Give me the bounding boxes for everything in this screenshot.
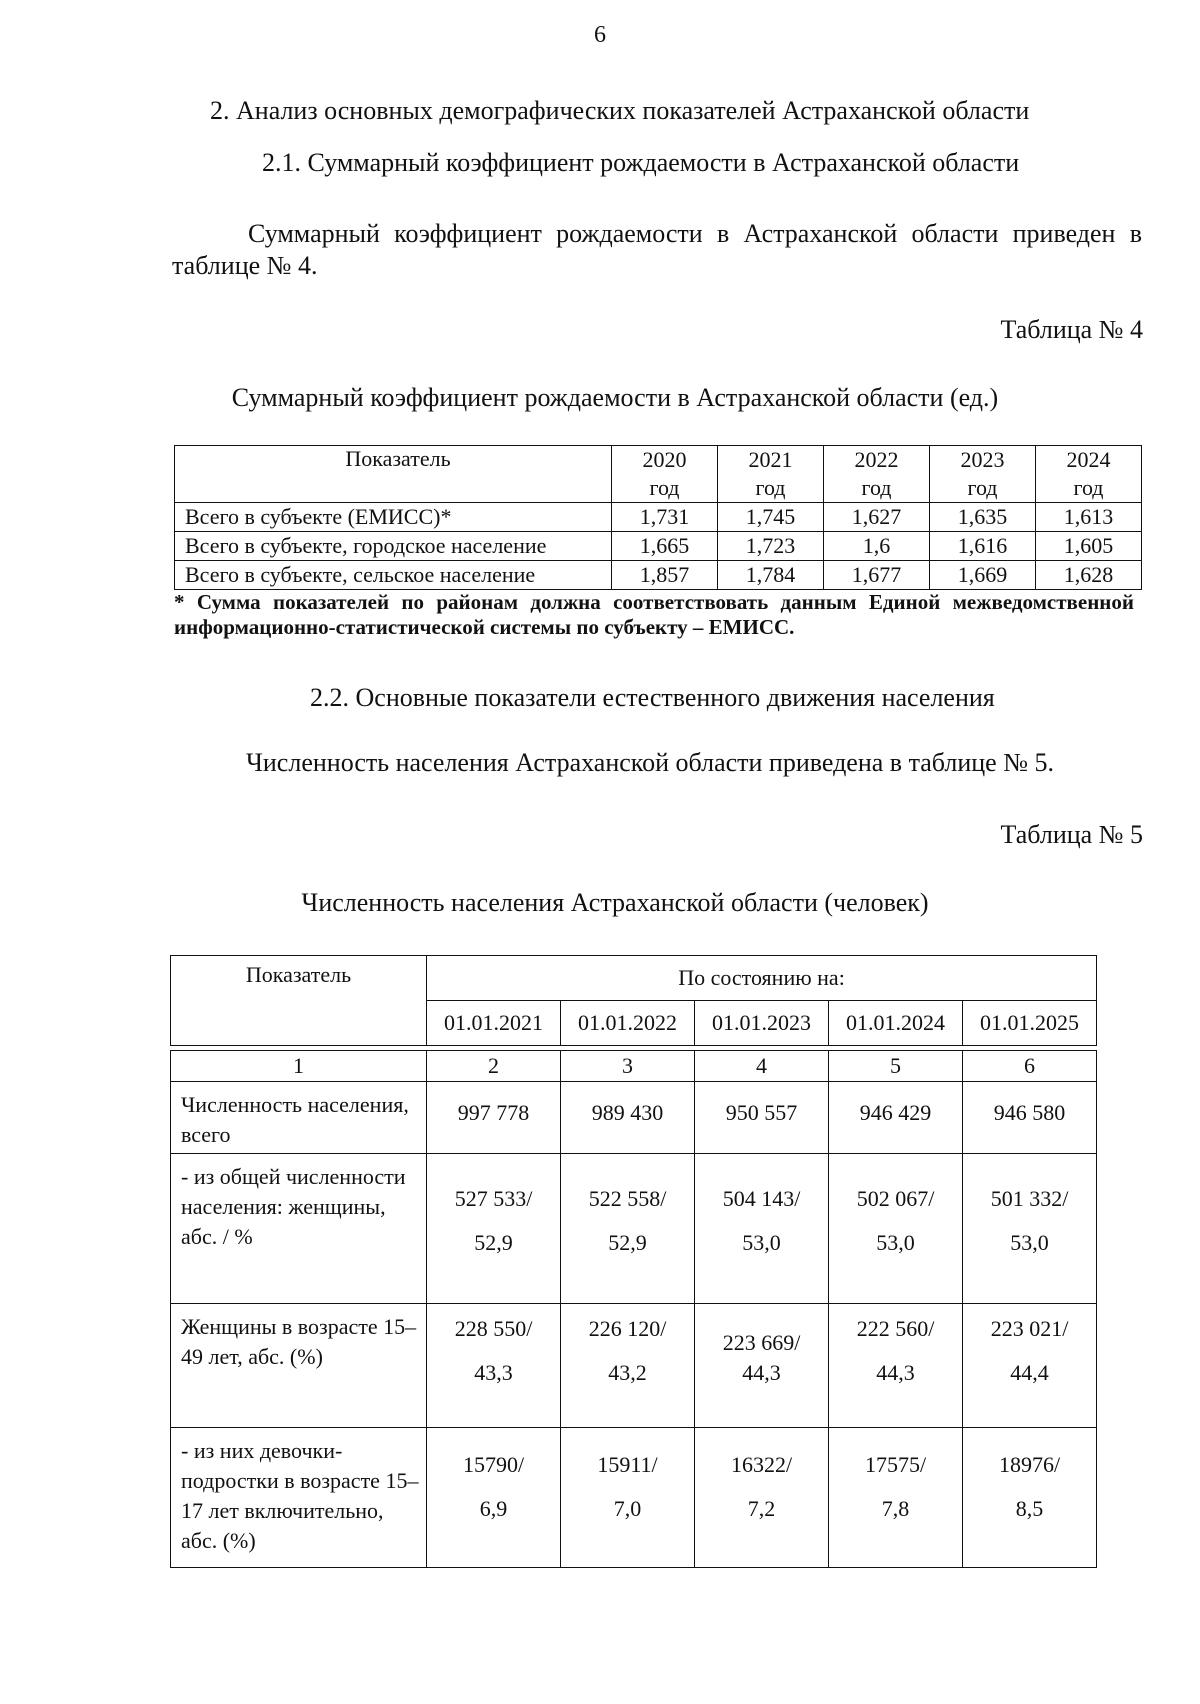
date-header: 01.01.2023 [695, 1001, 829, 1046]
table-cell: 223 669/ 44,3 [695, 1304, 829, 1428]
table-cell: 1,669 [930, 561, 1036, 590]
table4-title: Суммарный коэффициент рождаемости в Астраханской области (ед.) [231, 383, 999, 412]
year-header: 2024 год [1036, 446, 1142, 503]
row-label: Всего в субъекте, городское население [175, 532, 612, 561]
table-cell: 1,605 [1036, 532, 1142, 561]
column-number-row [171, 1051, 1097, 1082]
table-header-row [175, 446, 1142, 503]
table-cell: 501 332/ 53,0 [963, 1154, 1097, 1304]
table-row [171, 1082, 1097, 1154]
table-cell: 522 558/ 52,9 [561, 1154, 695, 1304]
column-number: 2 [427, 1051, 561, 1082]
table-cell: 989 430 [561, 1082, 695, 1154]
table-cell: 502 067/ 53,0 [829, 1154, 963, 1304]
table-cell: 946 580 [963, 1082, 1097, 1154]
table-cell: 223 021/ 44,4 [963, 1304, 1097, 1428]
column-number: 4 [695, 1051, 829, 1082]
row-label: - из них девочки-подростки в возрасте 15–17 лет включительно, абс. (%) [171, 1428, 427, 1568]
table-cell: 1,784 [718, 561, 824, 590]
column-number: 3 [561, 1051, 695, 1082]
table-cell: 950 557 [695, 1082, 829, 1154]
table-cell: 222 560/ 44,3 [829, 1304, 963, 1428]
year-header: 2021 год [718, 446, 824, 503]
table-cell: 1,613 [1036, 503, 1142, 532]
indicator-header: Показатель [171, 956, 427, 1046]
table-cell: 946 429 [829, 1082, 963, 1154]
intro-paragraph: Суммарный коэффициент рождаемости в Астраханской области приведен в таблице № 4. [172, 219, 1142, 280]
table-cell: 17575/ 7,8 [829, 1428, 963, 1568]
date-header: 01.01.2024 [829, 1001, 963, 1046]
page-number: 6 [594, 22, 606, 48]
table-row [171, 1428, 1097, 1568]
table5-title: Численность населения Астраханской области (человек) [301, 888, 929, 917]
table-cell: 1,635 [930, 503, 1036, 532]
table-cell: 1,745 [718, 503, 824, 532]
row-label: - из общей численности населения: женщины, абс. / % [171, 1154, 427, 1304]
table-cell: 228 550/ 43,3 [427, 1304, 561, 1428]
table-cell: 504 143/ 53,0 [695, 1154, 829, 1304]
table-cell: 226 120/ 43,2 [561, 1304, 695, 1428]
table-cell: 1,616 [930, 532, 1036, 561]
column-number: 6 [963, 1051, 1097, 1082]
year-header: 2023 год [930, 446, 1036, 503]
subsection-heading-natural-movement: 2.2. Основные показатели естественного движения населения [310, 683, 995, 712]
table4-footnote: * Сумма показателей по районам должна соответствовать данным Единой межведомственной информационно-статистической системы по субъекту – ЕМИСС. [174, 590, 1134, 639]
year-header: 2022 год [824, 446, 930, 503]
table-cell: 1,627 [824, 503, 930, 532]
birth-rate-table [174, 445, 1142, 590]
subsection-heading-birth-rate: 2.1. Суммарный коэффициент рождаемости в Астраханской области [262, 148, 1020, 177]
date-header: 01.01.2025 [963, 1001, 1097, 1046]
row-label: Численность населения, всего [171, 1082, 427, 1154]
table-row [175, 503, 1142, 532]
table-cell: 16322/ 7,2 [695, 1428, 829, 1568]
population-table [170, 955, 1097, 1568]
table-cell: 1,731 [612, 503, 718, 532]
table-cell: 15911/ 7,0 [561, 1428, 695, 1568]
row-label: Всего в субъекте, сельское население [175, 561, 612, 590]
table-cell: 1,628 [1036, 561, 1142, 590]
table-row [175, 532, 1142, 561]
table-row [171, 1304, 1097, 1428]
date-header: 01.01.2021 [427, 1001, 561, 1046]
row-label: Всего в субъекте (ЕМИСС)* [175, 503, 612, 532]
table-cell: 997 778 [427, 1082, 561, 1154]
row-label: Женщины в возрасте 15–49 лет, абс. (%) [171, 1304, 427, 1428]
state-header: По состоянию на: [427, 956, 1097, 1001]
section-heading: 2. Анализ основных демографических показателей Астраханской области [210, 96, 1030, 125]
date-header: 01.01.2022 [561, 1001, 695, 1046]
table-cell: 1,723 [718, 532, 824, 561]
table-cell: 1,665 [612, 532, 718, 561]
indicator-header: Показатель [175, 446, 612, 503]
table4-label: Таблица № 4 [1000, 315, 1143, 344]
column-number: 5 [829, 1051, 963, 1082]
table-cell: 1,6 [824, 532, 930, 561]
table-cell: 1,857 [612, 561, 718, 590]
table-cell: 1,677 [824, 561, 930, 590]
population-paragraph: Численность населения Астраханской области приведена в таблице № 5. [246, 748, 1055, 777]
table-cell: 527 533/ 52,9 [427, 1154, 561, 1304]
year-header: 2020 год [612, 446, 718, 503]
table-row [175, 561, 1142, 590]
table-cell: 18976/ 8,5 [963, 1428, 1097, 1568]
table-cell: 15790/ 6,9 [427, 1428, 561, 1568]
table5-label: Таблица № 5 [1000, 820, 1143, 849]
table-row [171, 1154, 1097, 1304]
column-number: 1 [171, 1051, 427, 1082]
table-header-row [171, 956, 1097, 1001]
